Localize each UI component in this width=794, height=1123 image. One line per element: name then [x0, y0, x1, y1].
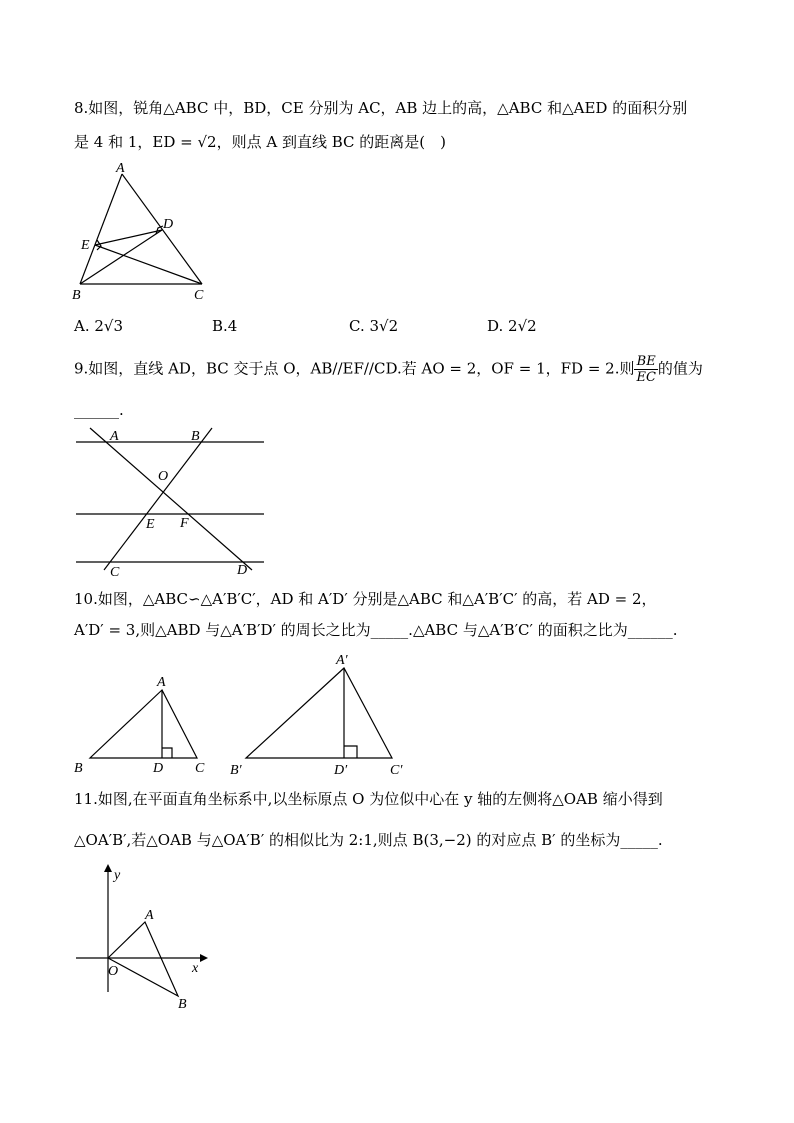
q10-label-c: C: [195, 761, 205, 776]
q11-text-line2: △OA′B′,若△OAB 与△OA′B′ 的相似比为 2:1,则点 B(3,−2) 的对应点 B′ 的坐标为_____.: [74, 831, 663, 849]
q9-label-e: E: [146, 517, 155, 532]
q9-parallel-lines-figure: [70, 424, 270, 580]
q8-option-d: D. 2√2: [487, 317, 537, 335]
q8-label-a: A: [116, 161, 125, 176]
q11-label-a: A: [145, 908, 154, 923]
q10-label-c-prime: C′: [390, 763, 403, 778]
q10-label-b-prime: B′: [230, 763, 242, 778]
q10-text-line2: A′D′ = 3,则△ABD 与△A′B′D′ 的周长之比为_____.△ABC 与△A′B′C′ 的面积之比为______.: [74, 621, 678, 639]
q10-similar-triangles-figure: [70, 648, 420, 780]
q10-text-line1: 10.如图，△ABC∽△A′B′C′，AD 和 A′D′ 分别是△ABC 和△A′B′C′ 的高，若 AD = 2，: [74, 590, 657, 608]
q9-text-post: 的值为: [657, 359, 703, 378]
q8-option-b: B.4: [212, 317, 238, 335]
q11-label-o: O: [108, 964, 119, 979]
q11-text-line1: 11.如图,在平面直角坐标系中,以坐标原点 O 为位似中心在 y 轴的左侧将△OAB 缩小得到: [74, 790, 663, 808]
q10-label-a-prime: A′: [336, 653, 348, 668]
q8-option-c: C. 3√2: [349, 317, 399, 335]
q11-label-y: y: [114, 868, 121, 883]
q8-text-line1: 8.如图，锐角△ABC 中，BD，CE 分别为 AC，AB 边上的高，△ABC 和△AED 的面积分别: [74, 99, 688, 117]
q10-label-d: D: [153, 761, 164, 776]
q9-label-b: B: [191, 429, 200, 444]
q11-label-x: x: [192, 961, 199, 976]
q8-label-b: B: [72, 288, 81, 303]
q9-text-line2: ______.: [74, 401, 124, 419]
q8-option-a: A. 2√3: [74, 317, 124, 335]
q9-label-a: A: [110, 429, 119, 444]
q9-label-c: C: [110, 565, 120, 580]
q8-triangle-figure: [70, 158, 220, 308]
q9-fraction-denominator: EC: [636, 370, 656, 385]
q9-label-f: F: [180, 516, 189, 531]
q10-label-a: A: [157, 675, 166, 690]
q10-label-b: B: [74, 761, 83, 776]
q9-text-line1: [74, 354, 703, 385]
q10-label-d-prime: D′: [334, 763, 348, 778]
q8-label-c: C: [194, 288, 204, 303]
q11-coordinate-figure: [70, 860, 220, 1015]
q8-text-line2: 是 4 和 1，ED = √2，则点 A 到直线 BC 的距离是( ): [74, 133, 446, 151]
q9-fraction-numerator: BE: [634, 354, 657, 370]
q8-label-e: E: [81, 238, 90, 253]
q9-label-d: D: [237, 563, 248, 578]
q9-fraction: [634, 354, 657, 385]
q9-text-pre: 9.如图，直线 AD，BC 交于点 O，AB//EF//CD.若 AO = 2，OF = 1，FD = 2.则: [74, 359, 635, 378]
q9-label-o: O: [158, 469, 169, 484]
q8-label-d: D: [163, 217, 174, 232]
q11-label-b: B: [178, 997, 187, 1012]
